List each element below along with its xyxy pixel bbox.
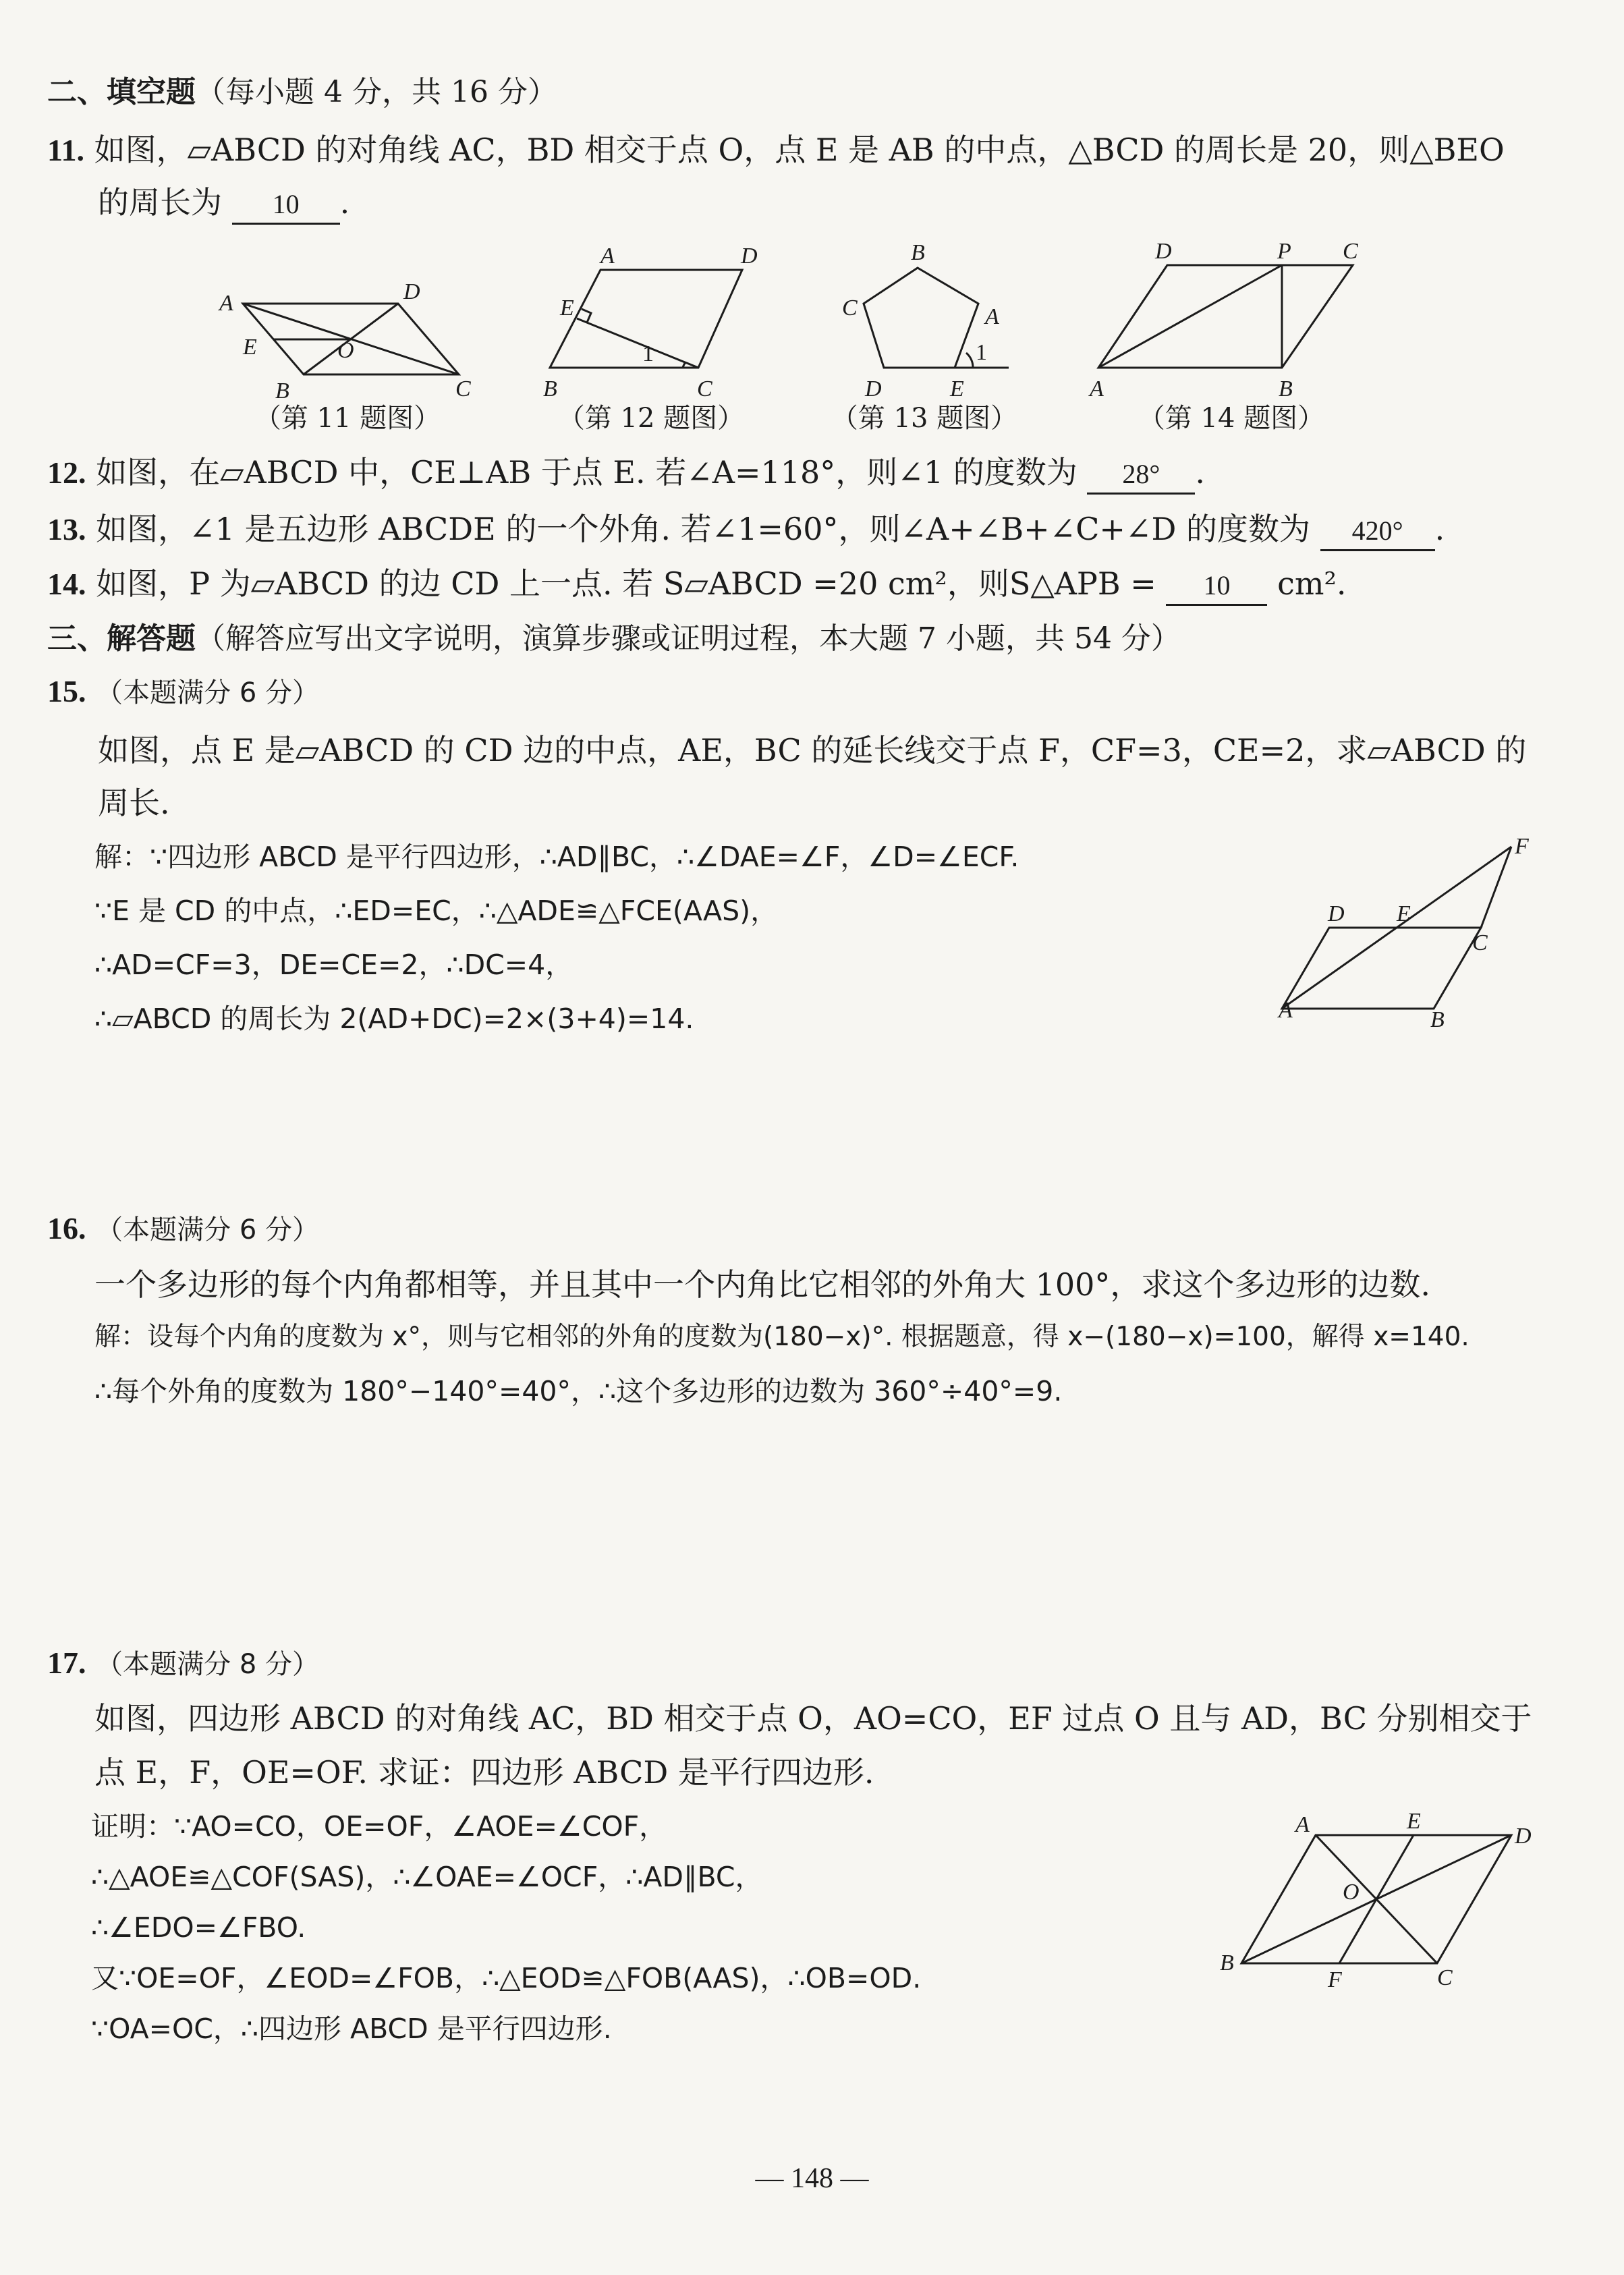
question-14: 14. 如图，P 为▱ABCD 的边 CD 上一点. 若 S▱ABCD =20 cm²，则S△APB = 10 cm². [47,562,1347,606]
fig11-label: B [275,378,289,401]
solution-17-line: 又∵OE=OF，∠EOD=∠FOB，∴△EOD≌△FOB(AAS)，∴OB=OD. [91,1962,922,1994]
fig14-parallelogram [1098,265,1353,368]
fig14-label: A [1090,376,1104,401]
fig13-label: E [950,376,964,401]
fig12-label: B [543,376,557,401]
answer-blank-14: 10 [1166,567,1267,606]
fig12-perpendicular-ce [577,318,698,368]
fig15-label: A [1279,998,1293,1023]
question-16-text: 一个多边形的每个内角都相等，并且其中一个内角比它相邻的外角大 100°，求这个多边形的边数. [94,1266,1431,1303]
fig17-label: F [1328,1967,1342,1990]
fig13-label: A [985,304,999,329]
section-2-heading: 二、填空题（每小题 4 分，共 16 分） [47,75,557,109]
fig14-label: P [1277,240,1291,264]
question-16-heading: 16. （本题满分 6 分） [47,1211,320,1245]
fig13-pentagon [864,268,978,368]
question-15-text2: 周长. [98,785,170,821]
fig11-label: E [243,335,257,360]
solution-15-line: 解：∵四边形 ABCD 是平行四边形，∴AD∥BC，∴∠DAE=∠F，∠D=∠ECF. [94,841,1019,873]
figure-17 [1208,1808,1545,1990]
solution-15-line: ∵E 是 CD 的中点，∴ED=EC，∴△ADE≌△FCE(AAS)， [94,895,779,927]
fig11-label: C [455,376,471,401]
question-15-text: 如图，点 E 是▱ABCD 的 CD 边的中点，AE，BC 的延长线交于点 F，CF=3，CE=2，求▱ABCD 的 [98,732,1527,768]
fig14-label: D [1155,240,1172,264]
caption-fig12: （第 12 题图） [557,403,745,434]
fig15-label: E [1397,901,1411,926]
fig15-label: C [1472,930,1488,955]
section-3-heading: 三、解答题（解答应写出文字说明，演算步骤或证明过程，本大题 7 小题，共 54 分） [47,621,1181,656]
fig12-label: D [741,244,758,269]
fig11-label: A [219,291,233,316]
fig15-extension-cf [1481,847,1511,928]
figure-13 [823,240,1046,401]
fig12-label: C [697,376,712,401]
fig15-label: B [1430,1007,1445,1032]
figure-14 [1080,240,1397,401]
fig14-segment-ap [1098,265,1282,368]
question-12: 12. 如图，在▱ABCD 中，CE⊥AB 于点 E. 若∠A=118°，则∠1 的度数为 28° . [47,451,1205,495]
question-11: 11. 如图，▱ABCD 的对角线 AC，BD 相交于点 O，点 E 是 AB 的中点，△BCD 的周长是 20，则△BEO [47,132,1505,168]
solution-16-line: 解：设每个内角的度数为 x°，则与它相邻的外角的度数为(180−x)°. 根据题意，得 x−(180−x)=100，解得 x=140. [94,1322,1469,1352]
solution-15-line: ∴AD=CF=3，DE=CE=2，∴DC=4， [94,949,573,981]
fig17-label: E [1407,1809,1421,1834]
solution-17-line: ∴△AOE≌△COF(SAS)，∴∠OAE=∠OCF，∴AD∥BC， [91,1861,763,1893]
fig11-label: D [403,279,420,304]
solution-16-line: ∴每个外角的度数为 180°−140°=40°，∴这个多边形的边数为 360°÷40°=9. [94,1375,1063,1407]
fig17-label: D [1515,1824,1532,1849]
page-number: — 148 — [755,2163,869,2194]
fig13-label: D [865,376,882,401]
question-15-heading: 15. （本题满分 6 分） [47,674,320,708]
answer-blank-13: 420° [1320,513,1435,551]
fig12-label: 1 [642,341,654,366]
fig17-label: B [1220,1950,1234,1975]
caption-fig11: （第 11 题图） [254,403,441,434]
caption-fig13: （第 13 题图） [831,403,1018,434]
fig17-label: A [1295,1812,1310,1837]
question-17-heading: 17. （本题满分 8 分） [47,1646,320,1680]
fig11-label: O [337,338,354,363]
solution-17-line: ∴∠EDO=∠FBO. [91,1911,306,1944]
answer-blank-12: 28° [1087,456,1195,495]
fig12-label: A [600,244,615,269]
fig12-label: E [560,296,574,320]
figure-11 [202,240,493,401]
caption-fig14: （第 14 题图） [1138,403,1325,434]
fig13-label: C [842,296,858,320]
fig15-parallelogram [1282,928,1481,1009]
fig15-label: D [1328,901,1345,926]
solution-17-line: ∵OA=OC，∴四边形 ABCD 是平行四边形. [91,2013,612,2045]
solution-17-line: 证明：∵AO=CO，OE=OF，∠AOE=∠COF， [91,1810,667,1843]
fig13-label: 1 [976,340,987,365]
fig13-angle-arc [966,353,973,368]
question-17-text: 如图，四边形 ABCD 的对角线 AC，BD 相交于点 O，AO=CO，EF 过点 O 且与 AD，BC 分别相交于 [94,1700,1532,1737]
fig14-label: B [1279,376,1293,401]
answer-blank-11: 10 [232,186,340,225]
fig15-label: F [1515,834,1529,859]
fig17-label: C [1437,1965,1453,1990]
question-11-line2: 的周长为 10 . [98,181,349,225]
figure-12 [526,240,776,401]
fig13-label: B [911,240,925,265]
solution-15-line: ∴▱ABCD 的周长为 2(AD+DC)=2×(3+4)=14. [94,1003,694,1035]
fig17-label: O [1343,1880,1360,1905]
question-13: 13. 如图，∠1 是五边形 ABCDE 的一个外角. 若∠1=60°，则∠A+∠B+∠C+∠D 的度数为 420° . [47,507,1445,551]
fig14-label: C [1343,240,1358,264]
figure-15 [1255,830,1538,1046]
question-17-text2: 点 E，F，OE=OF. 求证：四边形 ABCD 是平行四边形. [94,1754,874,1791]
